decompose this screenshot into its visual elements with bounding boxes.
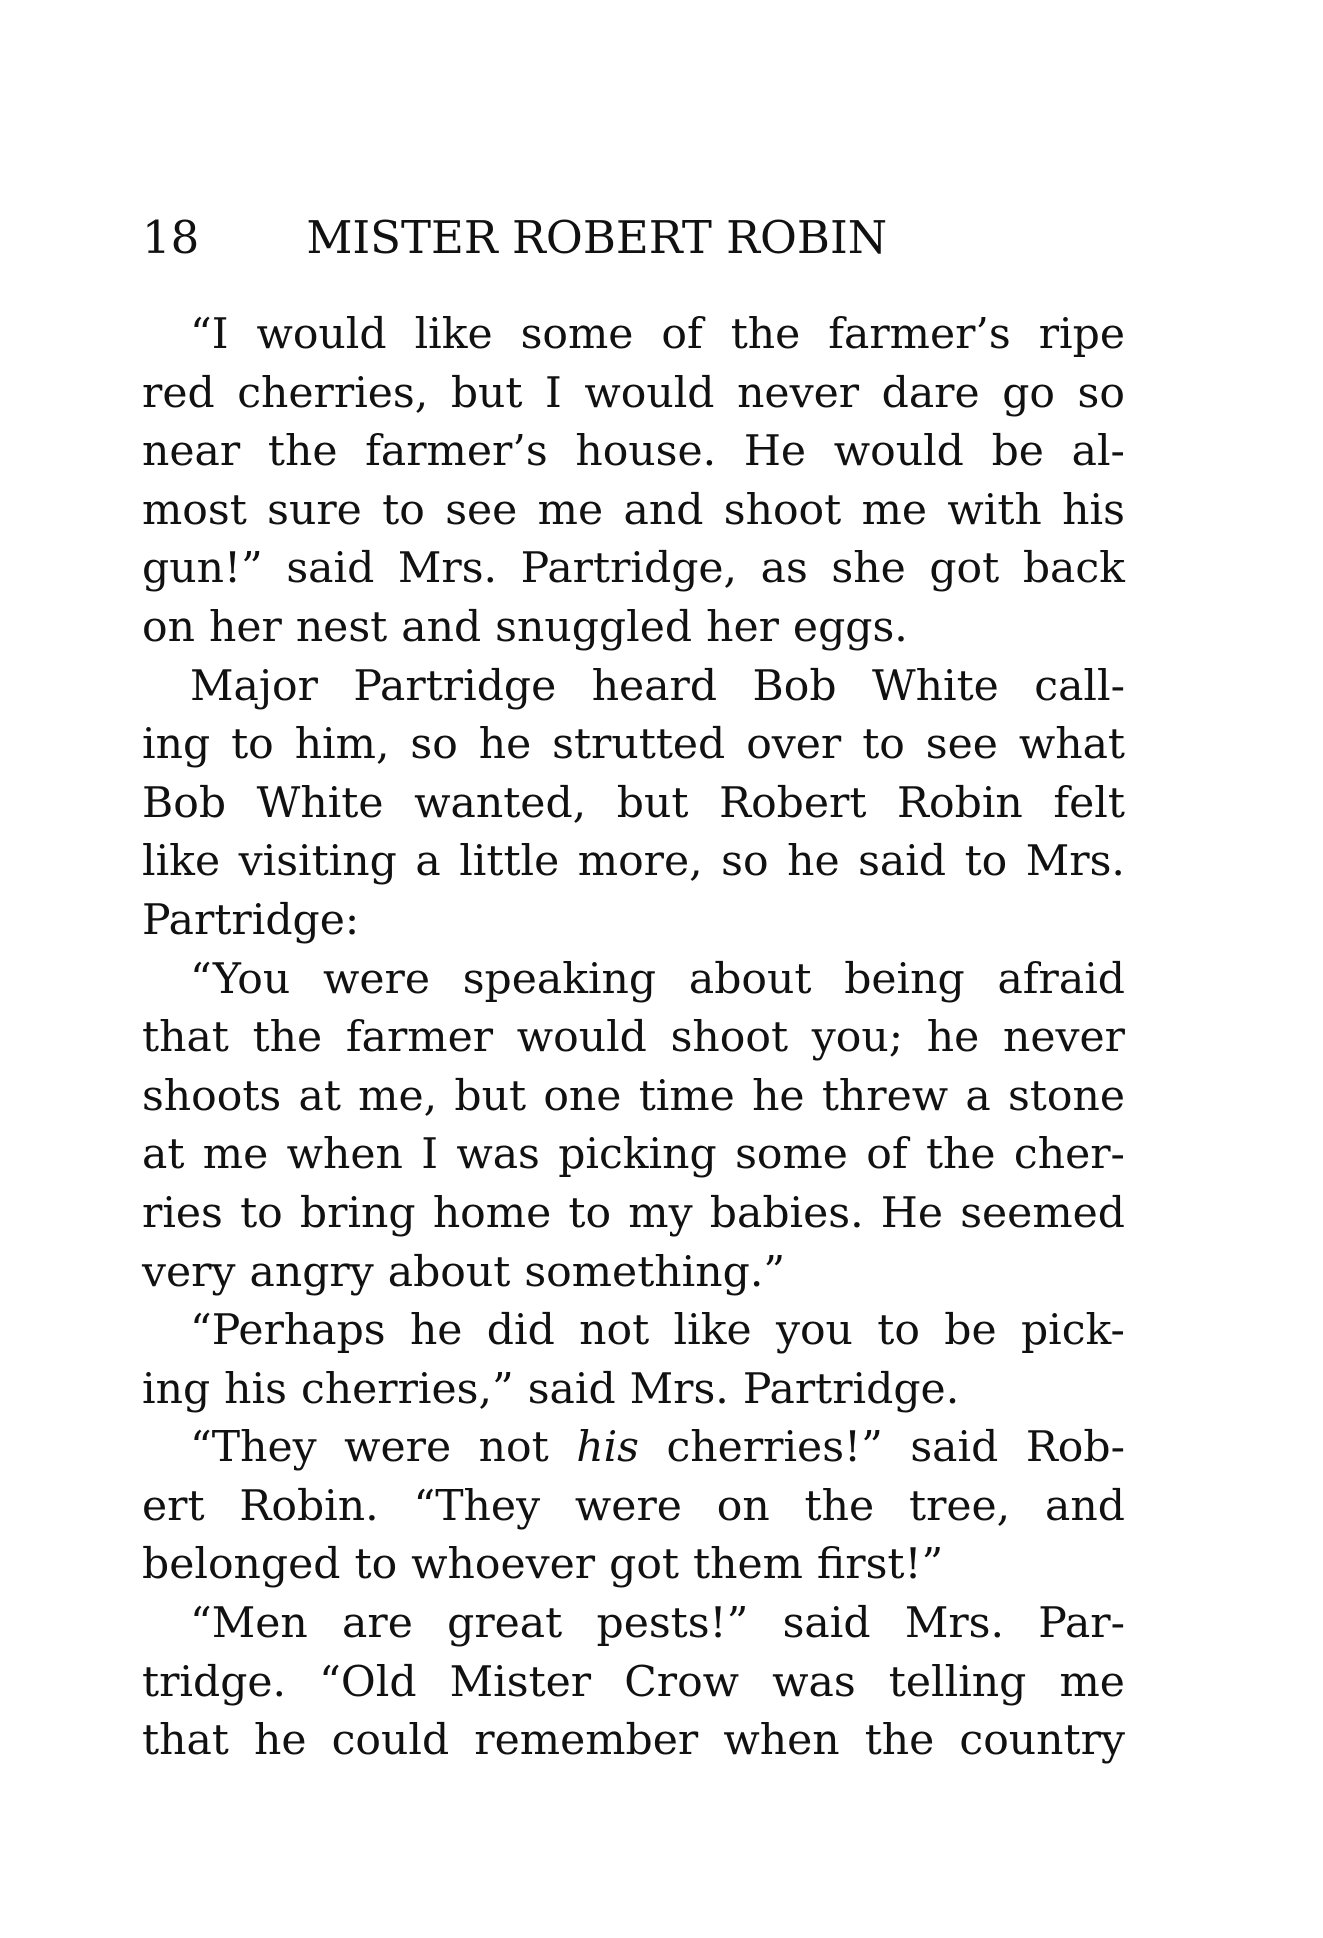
text-line: Partridge: [142, 895, 360, 945]
text-line: gun!” said Mrs. Partridge, as she got back [142, 544, 1125, 594]
text-line: like visiting a little more, so he said to Mrs. [142, 837, 1125, 887]
text-line: red cherries, but I would never dare go so [142, 368, 1125, 418]
text-line: that the farmer would shoot you; he never [142, 1013, 1125, 1063]
text-line: tridge. “Old Mister Crow was telling me [142, 1657, 1125, 1707]
text-line: Bob White wanted, but Robert Robin felt [142, 778, 1125, 828]
text-line: “I would like some of the farmer’s ripe [190, 310, 1125, 359]
page-header [142, 208, 1142, 268]
text-line: very angry about something.” [142, 1247, 786, 1297]
text-line: ert Robin. “They were on the tree, and [142, 1481, 1125, 1531]
text-line: “Perhaps he did not like you to be pick- [190, 1306, 1125, 1356]
text-line: that he could remember when the country [142, 1716, 1125, 1766]
body-text [142, 306, 1125, 1771]
page-number: 18 [142, 211, 200, 264]
text-line: ries to bring home to my babies. He seemed [142, 1188, 1125, 1238]
text-line: on her nest and snuggled her eggs. [142, 602, 908, 652]
text-line: “You were speaking about being afraid [190, 954, 1125, 1004]
text-line: “Men are great pests!” said Mrs. Par- [190, 1599, 1125, 1649]
text-line: near the farmer’s house. He would be al- [142, 427, 1125, 477]
text-line: shoots at me, but one time he threw a stone [142, 1071, 1125, 1121]
text-line: ing his cherries,” said Mrs. Partridge. [142, 1364, 960, 1414]
running-title: MISTER ROBERT ROBIN [306, 211, 888, 264]
text-line: “They were not his cherries!” said Rob- [190, 1423, 1125, 1473]
text-line: belonged to whoever got them first!” [142, 1540, 944, 1590]
text-line: Major Partridge heard Bob White call- [190, 661, 1125, 711]
text-line: most sure to see me and shoot me with his [142, 485, 1125, 535]
text-line: at me when I was picking some of the cher- [142, 1130, 1125, 1180]
text-line: ing to him, so he strutted over to see what [142, 720, 1125, 770]
